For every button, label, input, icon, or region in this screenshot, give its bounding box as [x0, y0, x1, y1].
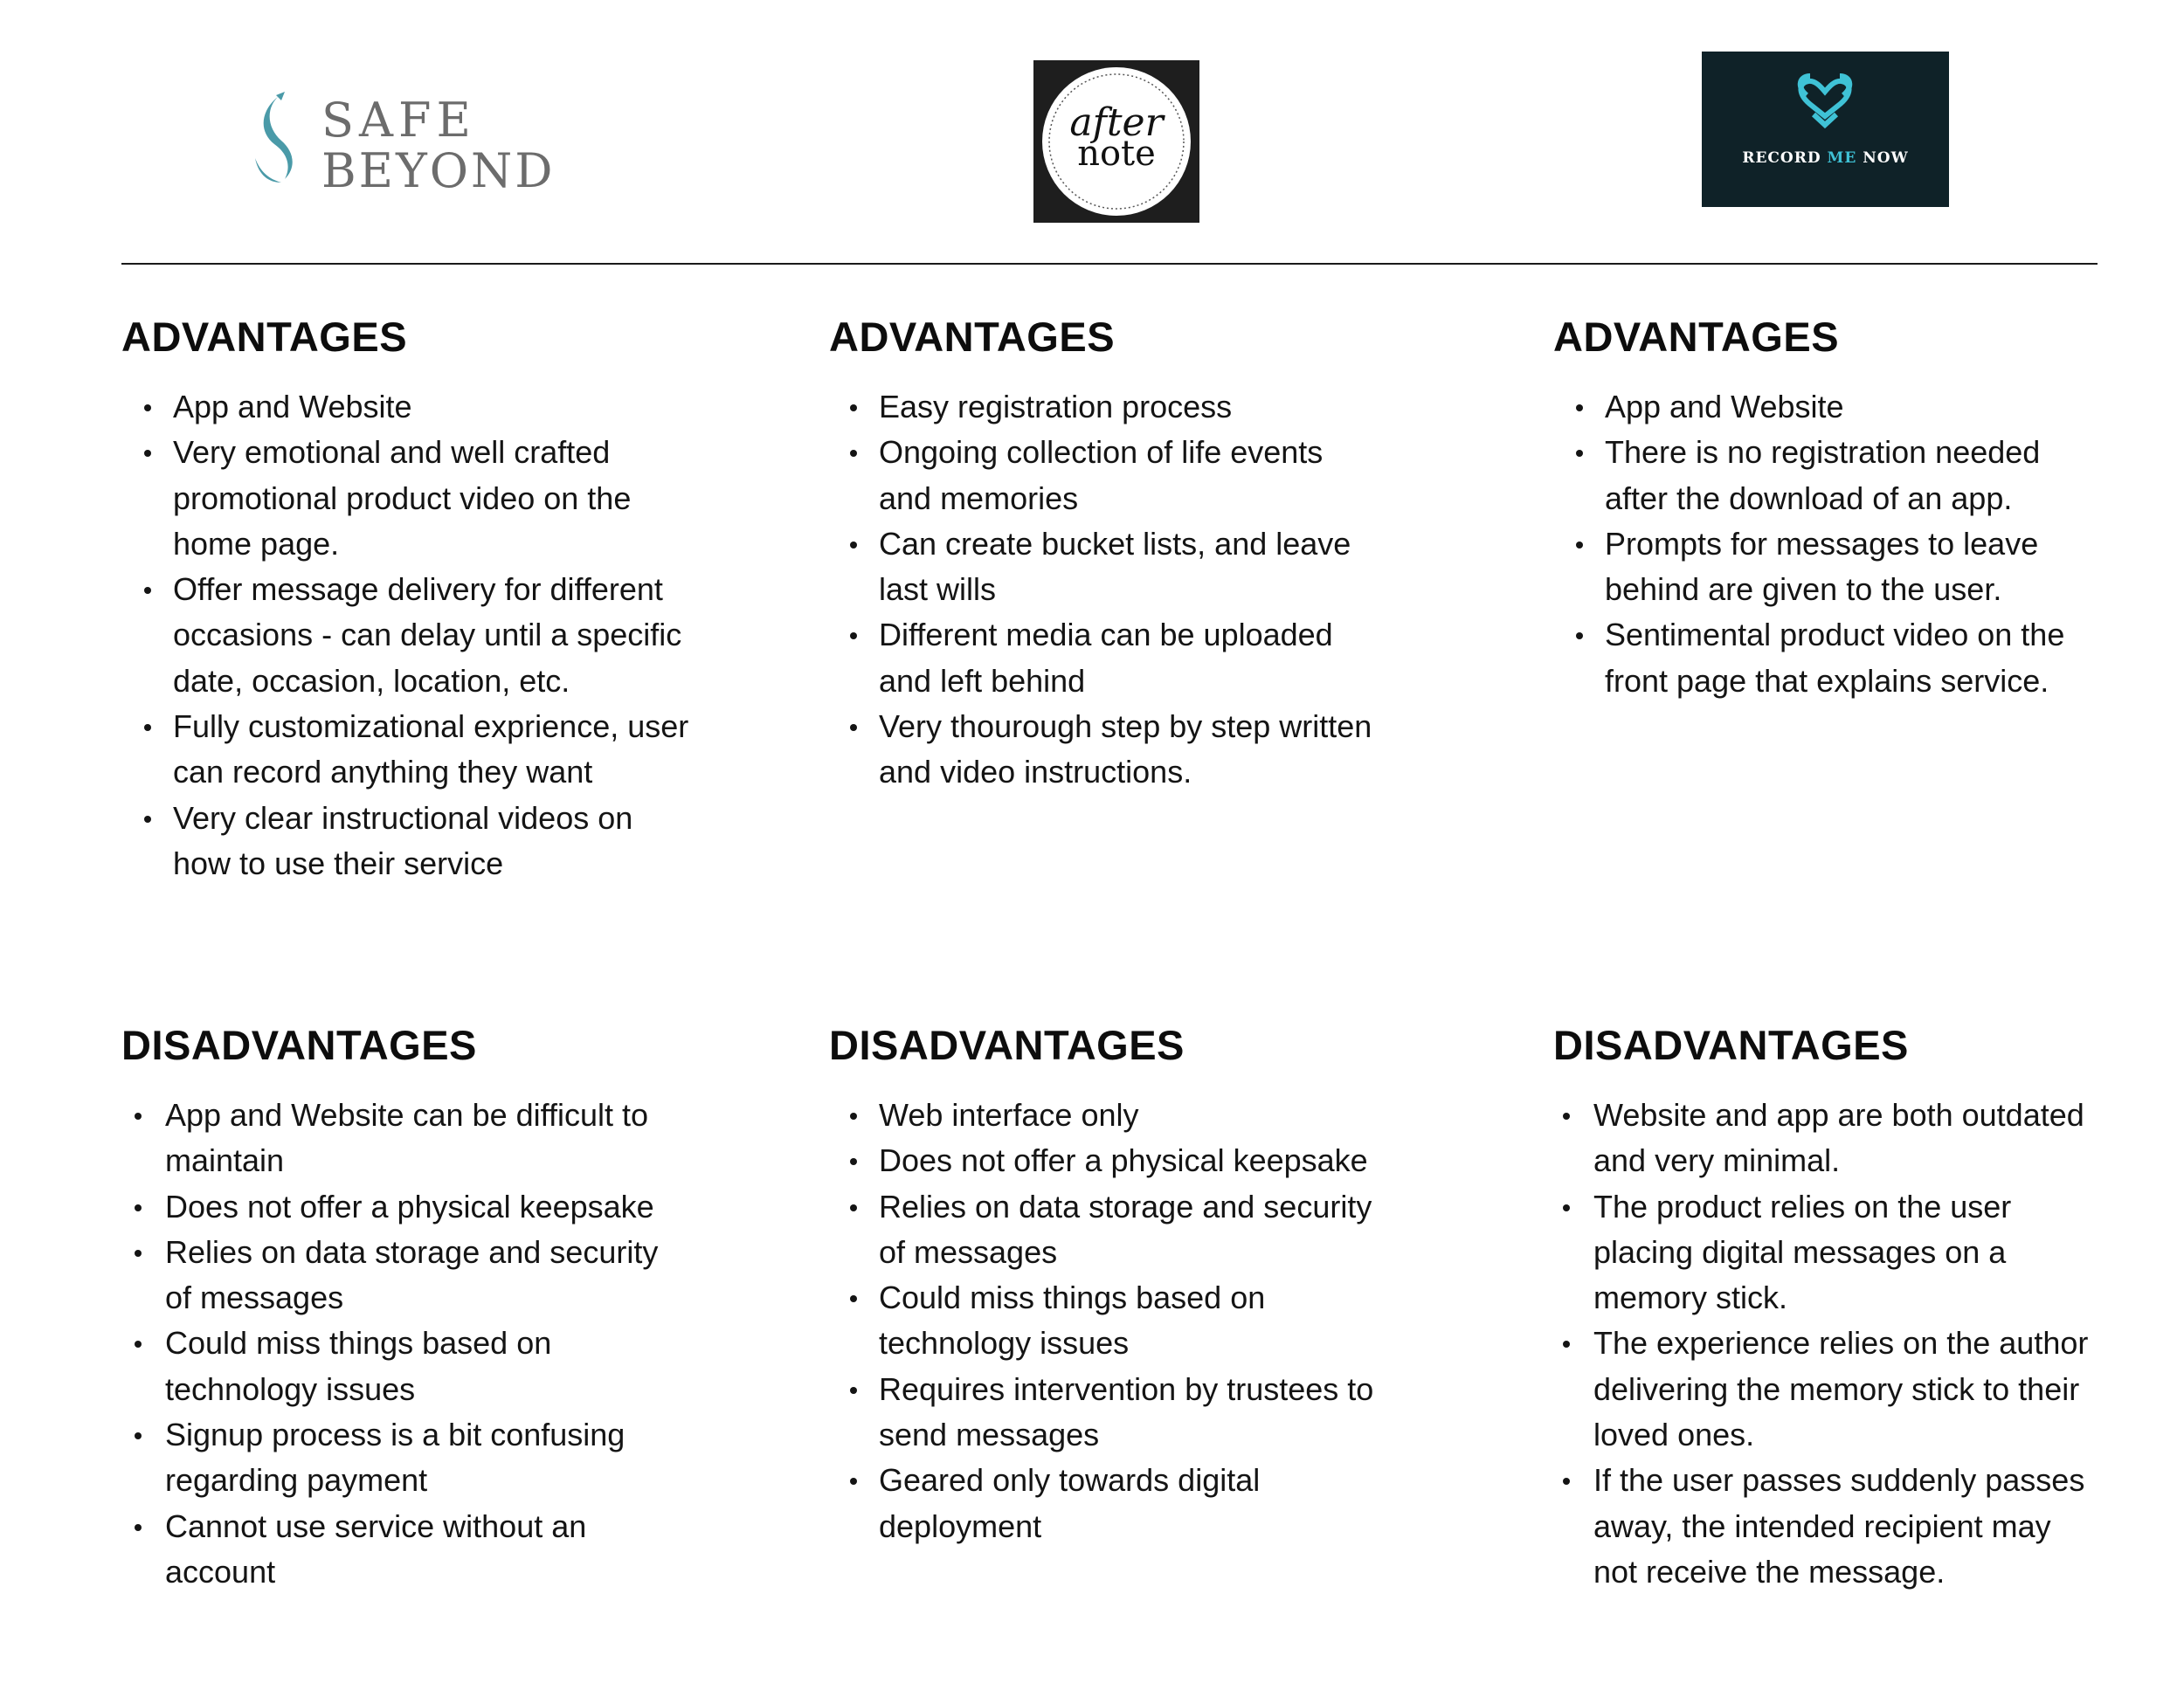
- record-me-now-hearts-icon: [1702, 52, 1949, 148]
- safe-beyond-swan-icon: [243, 92, 313, 190]
- disadvantage-item: Web interface only: [879, 1093, 1386, 1138]
- disadvantage-item: Cannot use service without an account: [165, 1504, 689, 1596]
- record-me-now-logo-part3: NOW: [1856, 149, 1909, 167]
- record-me-now-logo: [1702, 52, 1949, 207]
- advantage-item: Very emotional and well crafted promotional product video on the home page.: [173, 430, 697, 567]
- disadvantage-item: Signup process is a bit confusing regarding payment: [165, 1412, 689, 1504]
- record-me-now-logo-part1: RECORD: [1742, 149, 1828, 167]
- advantage-item: App and Website: [173, 384, 697, 430]
- disadvantages-list: [165, 1093, 689, 1595]
- disadvantage-item: Could miss things based on technology issues: [879, 1275, 1386, 1367]
- disadvantage-item: Does not offer a physical keepsake: [879, 1138, 1386, 1183]
- advantages-heading: ADVANTAGES: [121, 314, 408, 360]
- disadvantage-item: Does not offer a physical keepsake: [165, 1184, 689, 1230]
- advantage-item: Very thourough step by step written and video instructions.: [879, 704, 1377, 796]
- advantage-item: Fully customizational exprience, user can record anything they want: [173, 704, 697, 796]
- advantage-item: Very clear instructional videos on how to use their service: [173, 796, 697, 887]
- advantage-item: Offer message delivery for different occasions - can delay until a specific date, occasion, location, etc.: [173, 567, 697, 704]
- disadvantages-list: [879, 1093, 1386, 1549]
- safe-beyond-logo-line2: BEYOND: [321, 143, 556, 198]
- disadvantage-item: If the user passes suddenly passes away, the intended recipient may not receive the message.: [1593, 1458, 2100, 1595]
- advantages-list: [879, 384, 1377, 796]
- afternote-logo-line2: note: [1077, 134, 1156, 174]
- advantage-item: There is no registration needed after the download of an app.: [1605, 430, 2103, 521]
- disadvantages-heading: DISADVANTAGES: [121, 1022, 477, 1068]
- advantages-list: [173, 384, 697, 886]
- safe-beyond-logo: [243, 92, 556, 198]
- advantage-item: Ongoing collection of life events and memories: [879, 430, 1377, 521]
- disadvantage-item: Relies on data storage and security of messages: [879, 1184, 1386, 1276]
- advantage-item: App and Website: [1605, 384, 2103, 430]
- disadvantages-heading: DISADVANTAGES: [1553, 1022, 1909, 1068]
- advantage-item: Different media can be uploaded and left behind: [879, 612, 1377, 704]
- afternote-logo-line1: after: [1069, 100, 1164, 145]
- advantages-list: [1605, 384, 2103, 704]
- disadvantage-item: The product relies on the user placing digital messages on a memory stick.: [1593, 1184, 2100, 1321]
- disadvantage-item: Website and app are both outdated and very minimal.: [1593, 1093, 2100, 1184]
- disadvantage-item: Geared only towards digital deployment: [879, 1458, 1386, 1549]
- disadvantage-item: App and Website can be difficult to maintain: [165, 1093, 689, 1184]
- safe-beyond-logo-line1: SAFE: [321, 93, 476, 148]
- record-me-now-logo-part2: ME: [1827, 149, 1857, 167]
- disadvantage-item: Could miss things based on technology issues: [165, 1321, 689, 1412]
- afternote-badge-icon: [1033, 60, 1199, 223]
- advantage-item: Sentimental product video on the front page that explains service.: [1605, 612, 2103, 704]
- advantage-item: Easy registration process: [879, 384, 1377, 430]
- advantage-item: Prompts for messages to leave behind are given to the user.: [1605, 521, 2103, 613]
- disadvantage-item: Requires intervention by trustees to send messages: [879, 1367, 1386, 1459]
- advantages-heading: ADVANTAGES: [1553, 314, 1840, 360]
- afternote-logo: [1033, 60, 1199, 223]
- disadvantages-list: [1593, 1093, 2100, 1595]
- advantage-item: Can create bucket lists, and leave last wills: [879, 521, 1377, 613]
- disadvantage-item: Relies on data storage and security of messages: [165, 1230, 689, 1321]
- disadvantages-heading: DISADVANTAGES: [829, 1022, 1185, 1068]
- advantages-heading: ADVANTAGES: [829, 314, 1116, 360]
- disadvantage-item: The experience relies on the author delivering the memory stick to their loved ones.: [1593, 1321, 2100, 1458]
- record-me-now-logo-text: [1702, 149, 1949, 167]
- header-divider: [121, 263, 2098, 265]
